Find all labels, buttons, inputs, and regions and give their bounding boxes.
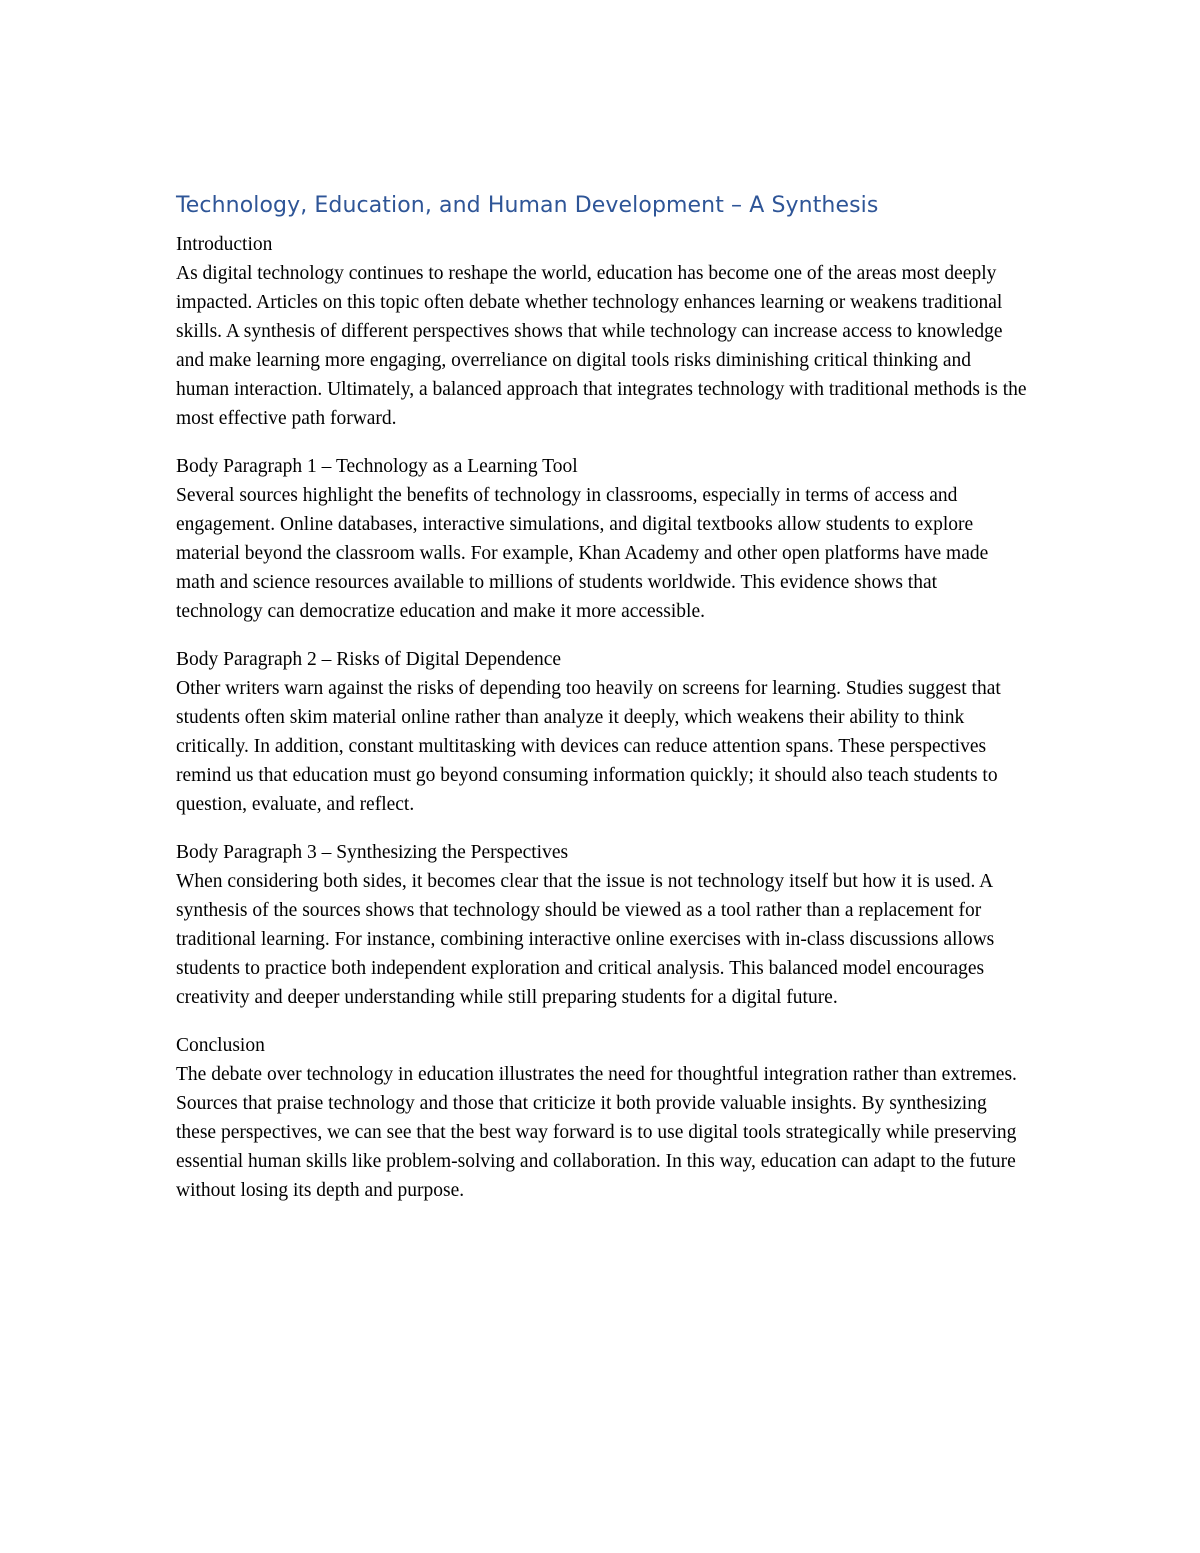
section-paragraph: Other writers warn against the risks of depending too heavily on screens for learning. Studies suggest that students often skim material online rather than analyze it deeply, which weakens their ability to think critically. In addition, constant multitasking with devices can reduce attention spans. These perspectives remind us that education must go beyond consuming information quickly; it should also teach students to question, evaluate, and reflect. <box>176 678 1001 815</box>
section-body-paragraph-1 <box>176 452 1028 626</box>
section-heading: Body Paragraph 2 – Risks of Digital Dependence <box>176 649 562 670</box>
section-introduction <box>176 230 1028 433</box>
section-heading: Body Paragraph 3 – Synthesizing the Perspectives <box>176 842 569 863</box>
section-conclusion <box>176 1031 1028 1205</box>
section-paragraph: Several sources highlight the benefits of technology in classrooms, especially in terms of access and engagement. Online databases, interactive simulations, and digital textbooks allow students to explore material beyond the classroom walls. For example, Khan Academy and other open platforms have made math and science resources available to millions of students worldwide. This evidence shows that technology can democratize education and make it more accessible. <box>176 485 989 622</box>
section-paragraph: As digital technology continues to reshape the world, education has become one of the areas most deeply impacted. Articles on this topic often debate whether technology enhances learning or weakens traditional skills. A synthesis of different perspectives shows that while technology can increase access to knowledge and make learning more engaging, overreliance on digital tools risks diminishing critical thinking and human interaction. Ultimately, a balanced approach that integrates technology with traditional methods is the most effective path forward. <box>176 263 1027 429</box>
section-heading: Body Paragraph 1 – Technology as a Learning Tool <box>176 456 578 477</box>
section-paragraph: The debate over technology in education illustrates the need for thoughtful integration rather than extremes. Sources that praise technology and those that criticize it both provide valuable insights. By synthesizing these perspectives, we can see that the best way forward is to use digital tools strategically while preserving essential human skills like problem-solving and collaboration. In this way, education can adapt to the future without losing its depth and purpose. <box>176 1064 1017 1201</box>
document-body <box>176 188 1028 1224</box>
section-heading: Conclusion <box>176 1035 265 1056</box>
section-body-paragraph-3 <box>176 838 1028 1012</box>
section-heading: Introduction <box>176 234 273 255</box>
section-paragraph: When considering both sides, it becomes clear that the issue is not technology itself but how it is used. A synthesis of the sources shows that technology should be viewed as a tool rather than a replacement for traditional learning. For instance, combining interactive online exercises with in-class discussions allows students to practice both independent exploration and critical analysis. This balanced model encourages creativity and deeper understanding while still preparing students for a digital future. <box>176 871 995 1008</box>
section-body-paragraph-2 <box>176 645 1028 819</box>
document-title: Technology, Education, and Human Development – A Synthesis <box>176 193 879 218</box>
